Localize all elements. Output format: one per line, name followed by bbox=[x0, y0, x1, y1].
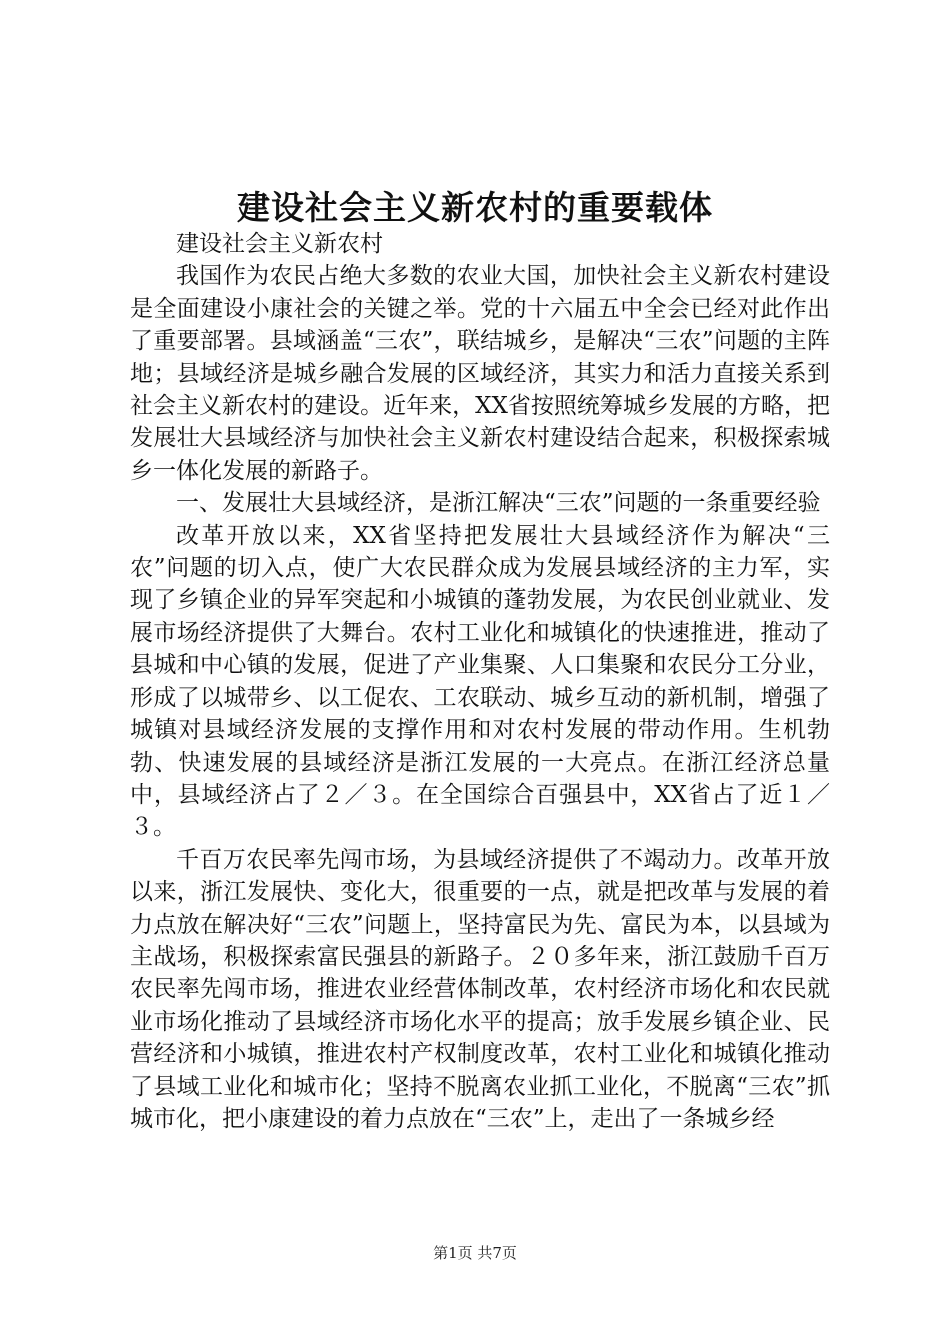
paragraph: 改革开放以来，XX省坚持把发展壮大县域经济作为解决“三农”问题的切入点，使广大农民群众成为发展县域经济的主力军，实现了乡镇企业的异军突起和小城镇的蓬勃发展，为农民创业就业、发展市场经济提供了大舞台。农村工业化和城镇化的快速推进，推动了县城和中心镇的发展，促进了产业集聚、人口集聚和农民分工分业，形成了以城带乡、以工促农、工农联动、城乡互动的新机制，增强了城镇对县域经济发展的支撑作用和对农村发展的带动作用。生机勃勃、快速发展的县域经济是浙江发展的一大亮点。在浙江经济总量中，县域经济占了２／３。在全国综合百强县中，XX省占了近１／３。 bbox=[130, 522, 830, 841]
paragraph: 我国作为农民占绝大多数的农业大国，加快社会主义新农村建设是全面建设小康社会的关键之举。党的十六届五中全会已经对此作出了重要部署。县域涵盖“三农”，联结城乡，是解决“三农”问题的主阵地；县域经济是城乡融合发展的区域经济，其实力和活力直接关系到社会主义新农村的建设。近年来，XX省按照统筹城乡发展的方略，把发展壮大县域经济与加快社会主义新农村建设结合起来，积极探索城乡一体化发展的新路子。 bbox=[130, 263, 830, 484]
page-number-footer: 第1页 共7页 bbox=[433, 1244, 517, 1262]
section-heading: 一、发展壮大县域经济，是浙江解决“三农”问题的一条重要经验 bbox=[176, 490, 821, 517]
document-body bbox=[130, 228, 830, 1135]
document-title: 建设社会主义新农村的重要载体 bbox=[237, 188, 713, 227]
paragraph: 建设社会主义新农村 bbox=[176, 231, 383, 257]
paragraph: 千百万农民率先闯市场，为县域经济提供了不竭动力。改革开放以来，浙江发展快、变化大，很重要的一点，就是把改革与发展的着力点放在解决好“三农”问题上，坚持富民为先、富民为本，以县域为主战场，积极探索富民强县的新路子。２０多年来，浙江鼓励千百万农民率先闯市场，推进农业经营体制改革，农村经济市场化和农民就业市场化推动了县域经济市场化水平的提高；放手发展乡镇企业、民营经济和小城镇，推进农村产权制度改革，农村工业化和城镇化推动了县域工业化和城市化；坚持不脱离农业抓工业化，不脱离“三农”抓城市化，把小康建设的着力点放在“三农”上，走出了一条城乡经 bbox=[130, 846, 830, 1132]
